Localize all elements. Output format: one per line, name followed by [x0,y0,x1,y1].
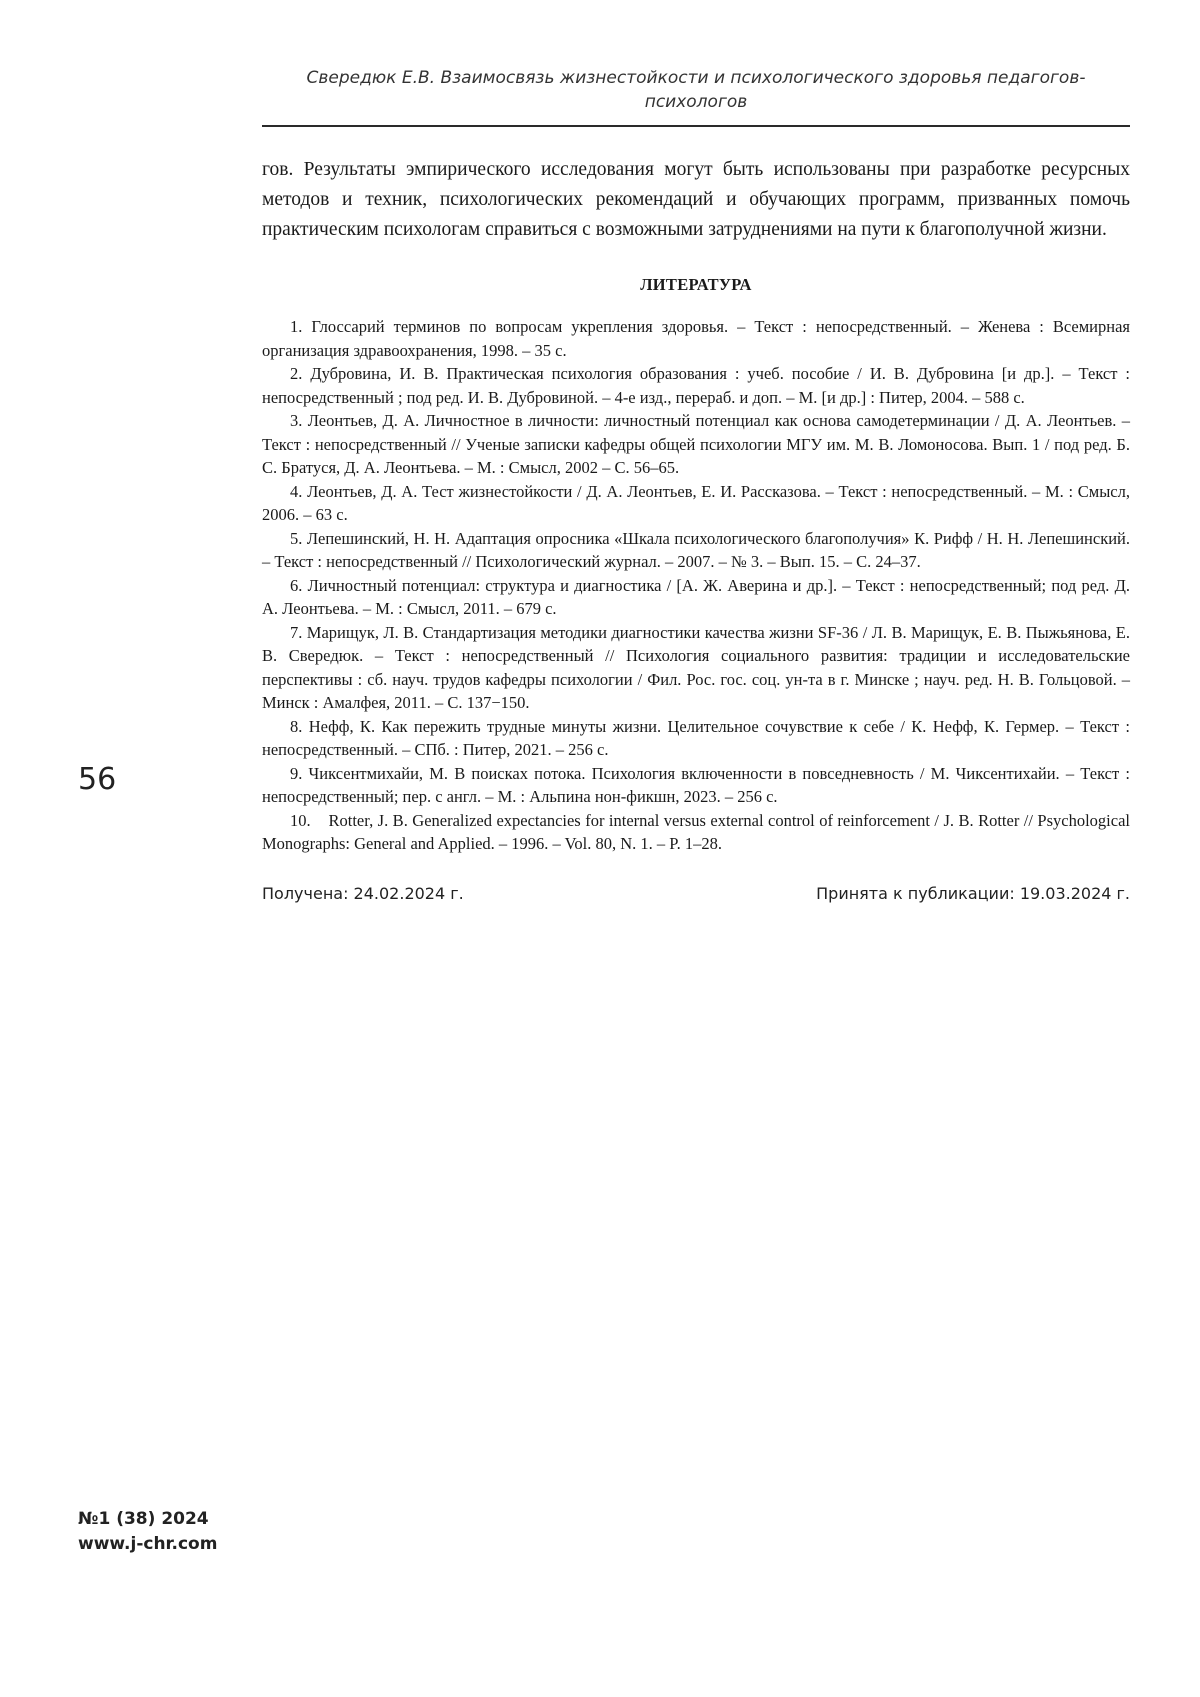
journal-website: www.j-chr.com [78,1534,218,1554]
header-divider [262,125,1130,127]
reference-item-3: 3. Леонтьев, Д. А. Личностное в личности: личностный потенциал как основа самодетерминации / Д. А. Леонтьев. – Текст : непосредственный // Ученые записки кафедры общей психологии МГУ им. М. В. Ломоносова. Вып. 1 / под ред. Б. С. Братуся, Д. А. Леонтьева. – М. : Смысл, 2002 – С. 56–65. [262,411,1130,477]
reference-item-1: 1. Глоссарий терминов по вопросам укрепления здоровья. – Текст : непосредственный. – Женева : Всемирная организация здравоохранения, 1998. – 35 с. [262,317,1130,360]
reference-item-8: 8. Нефф, К. Как пережить трудные минуты жизни. Целительное сочувствие к себе / К. Нефф, К. Гермер. – Текст : непосредственный. – СПб. : Питер, 2021. – 256 с. [262,716,1130,759]
running-header-title: Сверeдюк Е.В. Взаимосвязь жизнестойкости и психологического здоровья педагогов-психологов [306,68,1086,112]
reference-item-5: 5. Лепешинский, Н. Н. Адаптация опросника «Шкала психологического благополучия» К. Рифф / Н. Н. Лепешинский. – Текст : непосредственный // Психологический журнал. – 2007. – № 3. – Вып. 15. – С. 24–37. [262,528,1130,571]
reference-item-7: 7. Марищук, Л. В. Стандартизация методики диагностики качества жизни SF-36 / Л. В. Марищук, Е. В. Пыжьянова, Е. В. Сверeдюк. – Текст : непосредственный // Психология социального развития: традиции и исследовательские перспективы : сб. науч. трудов кафедры психологии / Фил. Рос. гос. соц. ун-та в г. Минске ; науч. ред. Н. В. Гольцовой. – Минск : Амалфея, 2011. – С. 137−150. [262,622,1130,712]
reference-item-2: 2. Дубровина, И. В. Практическая психология образования : учеб. пособие / И. В. Дубровина [и др.]. – Текст : непосредственный ; под ред. И. В. Дубровиной. – 4-е изд., перераб. и доп. – М. [и др.] : Питер, 2004. – 588 с. [262,364,1130,407]
main-column [262,155,1130,903]
reference-item-6: 6. Личностный потенциал: структура и диагностика / [А. Ж. Аверина и др.]. – Текст : непосредственный; под ред. Д. А. Леонтьева. – М. : Смысл, 2011. – 679 с. [262,575,1130,618]
page-number: 56 [78,762,117,797]
reference-item-10: 10. Rotter, J. B. Generalized expectancies for internal versus external control of reinforcement / J. B. Rotter // Psychological Monographs: General and Applied. – 1996. – Vol. 80, N. 1. – P. 1–28. [262,810,1130,853]
received-date: Получена: 24.02.2024 г. [262,883,464,903]
reference-item-9: 9. Чиксентмихайи, М. В поисках потока. Психология включенности в повседневность / М. Чиксентихайи. – Текст : непосредственный; пер. с англ. – М. : Альпина нон-фикшн, 2023. – 256 с. [262,763,1130,806]
references-list [262,315,1130,856]
issue-number: №1 (38) 2024 [78,1509,209,1529]
references-heading: ЛИТЕРАТУРА [640,275,752,294]
submission-dates [262,884,1130,903]
body-paragraph: гов. Результаты эмпирического исследования могут быть использованы при разработке ресурсных методов и техник, психологических рекомендаций и обучающих программ, призванных помочь практическим психологам справиться с возможными затруднениями на пути к благополучной жизни. [262,159,1130,240]
journal-footer [78,1507,217,1557]
accepted-date: Принята к публикации: 19.03.2024 г. [816,883,1130,903]
reference-item-4: 4. Леонтьев, Д. А. Тест жизнестойкости / Д. А. Леонтьев, Е. И. Рассказова. – Текст : непосредственный. – М. : Смысл, 2006. – 63 с. [262,481,1130,524]
